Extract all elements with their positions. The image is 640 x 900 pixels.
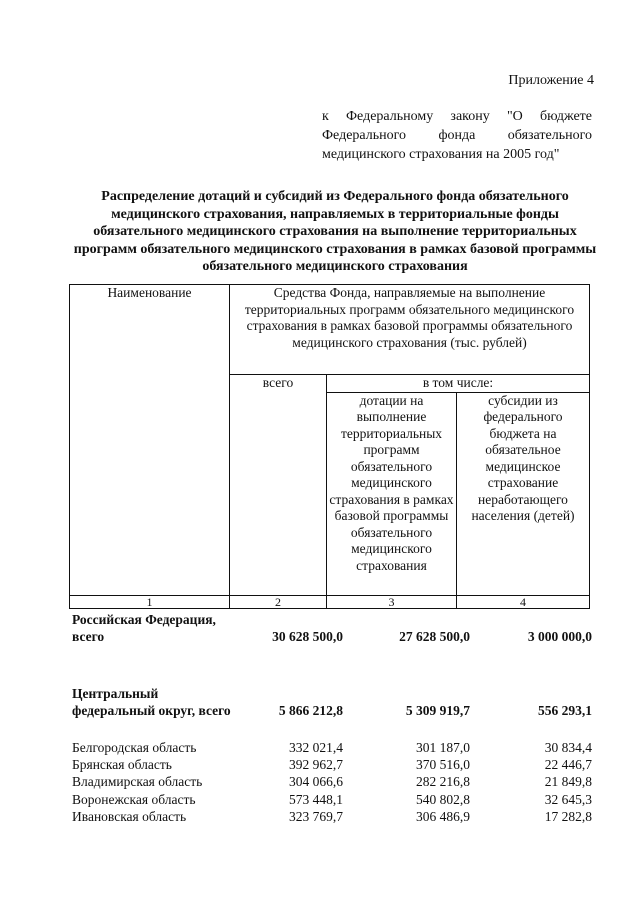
row-subsidies: 556 293,1 bbox=[538, 703, 592, 718]
row-total: 332 021,4 bbox=[289, 740, 343, 755]
row-total: 573 448,1 bbox=[289, 791, 343, 807]
column-number: 2 bbox=[230, 595, 327, 608]
row-name: Российская Федерация, всего bbox=[72, 612, 216, 644]
row-grants: 301 187,0 bbox=[416, 740, 470, 755]
appendix-label: Приложение 4 bbox=[508, 73, 594, 88]
row-subsidies: 3 000 000,0 bbox=[527, 629, 592, 644]
header-subsidies: субсидии из федерального бюджета на обязательное медицинское страхование неработающего населения (детей) bbox=[457, 392, 590, 595]
law-reference: к Федеральному закону "О бюджете Федерального фонда обязательного медицинского страхования на 2005 год" bbox=[322, 109, 592, 162]
table-row bbox=[72, 645, 592, 719]
column-number: 4 bbox=[457, 595, 590, 608]
table-row bbox=[72, 756, 592, 773]
header-grants: дотации на выполнение территориальных программ обязательного медицинского страхования в рамках базовой программы обязательного медицинского страхования bbox=[327, 392, 457, 595]
row-grants: 540 802,8 bbox=[416, 791, 470, 807]
row-name: Воронежская область bbox=[72, 791, 196, 807]
row-subsidies: 30 834,4 bbox=[544, 740, 592, 755]
table-header bbox=[69, 284, 590, 609]
row-grants: 370 516,0 bbox=[416, 757, 470, 773]
row-total: 323 769,7 bbox=[289, 808, 343, 824]
row-subsidies: 22 446,7 bbox=[544, 757, 592, 773]
row-name: Ивановская область bbox=[72, 808, 187, 824]
table-row bbox=[72, 601, 592, 645]
row-total: 30 628 500,0 bbox=[272, 629, 343, 644]
row-grants: 5 309 919,7 bbox=[405, 703, 470, 718]
row-name: Центральный федеральный округ, всего bbox=[72, 686, 231, 718]
column-number: 1 bbox=[70, 595, 230, 608]
row-total: 304 066,6 bbox=[289, 774, 343, 790]
table-row bbox=[72, 773, 592, 790]
header-name: Наименование bbox=[70, 285, 230, 596]
row-name: Белгородская область bbox=[72, 740, 197, 755]
table-row bbox=[72, 739, 592, 756]
row-grants: 282 216,8 bbox=[416, 774, 470, 790]
table-row bbox=[72, 791, 592, 808]
row-total: 5 866 212,8 bbox=[278, 703, 343, 718]
header-total: всего bbox=[230, 375, 327, 596]
header-funds: Средства Фонда, направляемые на выполнение территориальных программ обязательного медицинского страхования в рамках базовой программы обязательного медицинского страхования (тыс. рублей) bbox=[230, 285, 590, 375]
row-subsidies: 32 645,3 bbox=[544, 791, 592, 807]
table-body bbox=[72, 601, 592, 825]
row-name: Брянская область bbox=[72, 757, 172, 773]
row-name: Владимирская область bbox=[72, 774, 203, 790]
document-title: Распределение дотаций и субсидий из Федерального фонда обязательного медицинского страхования, направляемых в территориальные фонды обязательного медицинского страхования на выполнение территориальных программ обязательного медицинского страхования в рамках базовой программы обязательного медицинского страхования bbox=[73, 189, 597, 274]
table-row bbox=[72, 808, 592, 825]
header-including: в том числе: bbox=[327, 375, 590, 393]
row-total: 392 962,7 bbox=[289, 757, 343, 773]
row-grants: 27 628 500,0 bbox=[399, 629, 470, 644]
column-number: 3 bbox=[327, 595, 457, 608]
row-grants: 306 486,9 bbox=[416, 808, 470, 824]
row-subsidies: 21 849,8 bbox=[544, 774, 592, 790]
row-subsidies: 17 282,8 bbox=[544, 808, 592, 824]
